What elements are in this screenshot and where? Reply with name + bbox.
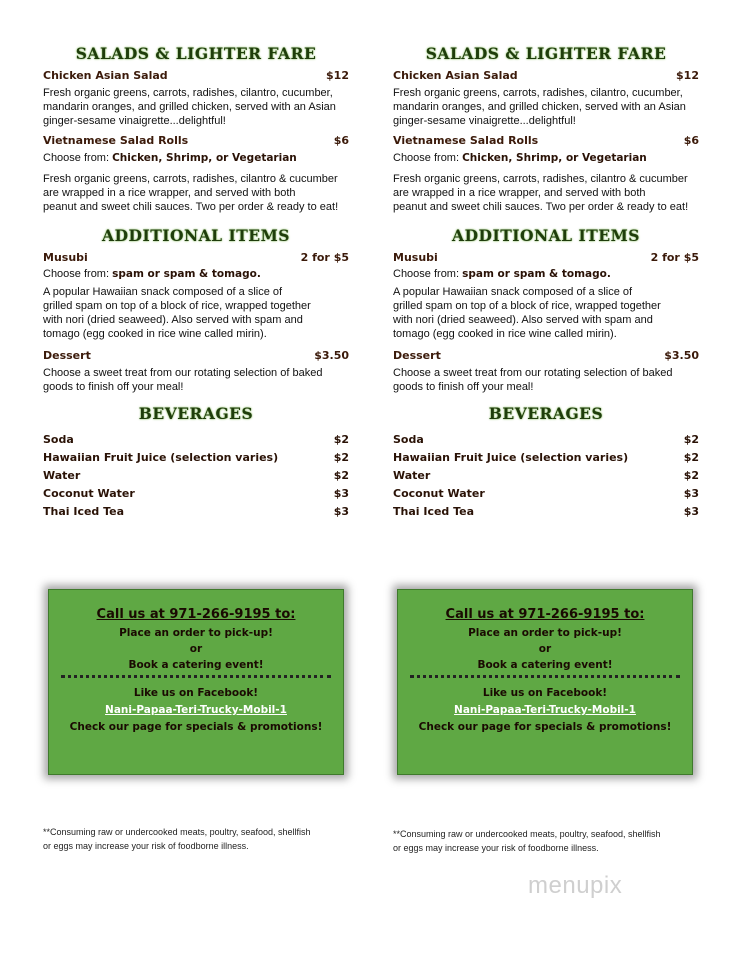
- item-name: Dessert: [393, 349, 441, 362]
- list-item: Soda $2: [393, 433, 699, 446]
- item-choices: Choose from: spam or spam & tomago.: [43, 268, 261, 280]
- item-name: Musubi: [393, 251, 438, 264]
- footnote-left: **Consuming raw or undercooked meats, poultry, seafood, shellfish or eggs may increase your risk of foodborne illness.: [43, 827, 311, 851]
- item-price: $3.50: [664, 349, 699, 362]
- item-description: Fresh organic greens, carrots, radishes, cilantro, cucumber, mandarin oranges, and grilled chicken, served with an Asian ginger-sesame vinaigrette...delightful!: [43, 87, 336, 127]
- dessert-row: [393, 349, 699, 362]
- item-name: Chicken Asian Salad: [393, 69, 518, 82]
- chicken-salad-row: [393, 69, 699, 82]
- item-price: $12: [326, 69, 349, 82]
- item-choices: Choose from: Chicken, Shrimp, or Vegetarian: [393, 152, 647, 164]
- pickup-text: Place an order to pick-up!: [119, 627, 273, 639]
- item-choices: Choose from: Chicken, Shrimp, or Vegetarian: [43, 152, 297, 164]
- facebook-link[interactable]: Nani-Papaa-Teri-Trucky-Mobil-1: [454, 704, 636, 716]
- specials-text: Check our page for specials & promotions!: [418, 721, 672, 733]
- watermark-logo: menupix: [528, 872, 623, 899]
- item-price: 2 for $5: [300, 251, 349, 264]
- pickup-text: Place an order to pick-up!: [468, 627, 622, 639]
- salad-rolls-row: [393, 134, 699, 147]
- beverage-list: [43, 431, 349, 521]
- item-price: $6: [683, 134, 699, 147]
- beverages-heading: BEVERAGES: [138, 404, 254, 423]
- list-item: Thai Iced Tea $3: [393, 505, 699, 518]
- facebook-prompt: Like us on Facebook!: [482, 687, 608, 699]
- item-price: 2 for $5: [650, 251, 699, 264]
- item-description: Fresh organic greens, carrots, radishes, cilantro, cucumber, mandarin oranges, and grilled chicken, served with an Asian ginger-sesame vinaigrette...delightful!: [393, 87, 686, 127]
- item-name: Dessert: [43, 349, 91, 362]
- menu-column-left: [43, 40, 349, 521]
- or-text: or: [538, 643, 552, 655]
- catering-text: Book a catering event!: [128, 659, 264, 671]
- musubi-row: [43, 251, 349, 264]
- list-item: Soda $2: [43, 433, 349, 446]
- list-item: Water $2: [43, 469, 349, 482]
- facebook-prompt: Like us on Facebook!: [133, 687, 259, 699]
- item-description: Choose a sweet treat from our rotating selection of baked goods to finish off your meal!: [393, 367, 673, 393]
- promo-box-right: [397, 589, 693, 775]
- or-text: or: [189, 643, 203, 655]
- specials-text: Check our page for specials & promotions!: [69, 721, 323, 733]
- beverages-heading: BEVERAGES: [488, 404, 604, 423]
- catering-text: Book a catering event!: [477, 659, 613, 671]
- call-heading: Call us at 971-266-9195 to:: [445, 607, 645, 622]
- call-heading: Call us at 971-266-9195 to:: [96, 607, 296, 622]
- list-item: Coconut Water $3: [43, 487, 349, 500]
- list-item: Coconut Water $3: [393, 487, 699, 500]
- chicken-salad-row: [43, 69, 349, 82]
- footnote-right: **Consuming raw or undercooked meats, poultry, seafood, shellfish or eggs may increase your risk of foodborne illness.: [393, 829, 661, 853]
- menu-column-right: [393, 40, 699, 521]
- item-price: $3.50: [314, 349, 349, 362]
- item-name: Vietnamese Salad Rolls: [393, 134, 539, 147]
- salads-heading: SALADS & LIGHTER FARE: [75, 44, 317, 63]
- list-item: Hawaiian Fruit Juice (selection varies) $2: [393, 451, 699, 464]
- additional-heading: ADDITIONAL ITEMS: [452, 226, 640, 245]
- dessert-row: [43, 349, 349, 362]
- item-description: Fresh organic greens, carrots, radishes, cilantro & cucumber are wrapped in a rice wrapper, and served with both peanut and sweet chili sauces. Two per order & ready to eat!: [393, 173, 689, 213]
- item-description: A popular Hawaiian snack composed of a slice of grilled spam on top of a block of rice, wrapped together with nori (dried seaweed). Also served with spam and tomago (egg cooked in rice wine called mirin).: [393, 286, 661, 340]
- dotted-divider: [61, 675, 331, 678]
- beverage-list: [393, 431, 699, 521]
- dotted-divider: [410, 675, 680, 678]
- item-choices: Choose from: spam or spam & tomago.: [393, 268, 611, 280]
- item-price: $12: [676, 69, 699, 82]
- item-name: Chicken Asian Salad: [43, 69, 168, 82]
- salad-rolls-row: [43, 134, 349, 147]
- facebook-link[interactable]: Nani-Papaa-Teri-Trucky-Mobil-1: [105, 704, 287, 716]
- additional-heading: ADDITIONAL ITEMS: [102, 226, 290, 245]
- item-description: Fresh organic greens, carrots, radishes, cilantro & cucumber are wrapped in a rice wrapper, and served with both peanut and sweet chili sauces. Two per order & ready to eat!: [43, 173, 339, 213]
- list-item: Water $2: [393, 469, 699, 482]
- promo-box-left: [48, 589, 344, 775]
- salads-heading: SALADS & LIGHTER FARE: [425, 44, 667, 63]
- item-description: Choose a sweet treat from our rotating selection of baked goods to finish off your meal!: [43, 367, 323, 393]
- item-price: $6: [333, 134, 349, 147]
- musubi-row: [393, 251, 699, 264]
- item-description: A popular Hawaiian snack composed of a slice of grilled spam on top of a block of rice, wrapped together with nori (dried seaweed). Also served with spam and tomago (egg cooked in rice wine called mirin).: [43, 286, 311, 340]
- item-name: Vietnamese Salad Rolls: [43, 134, 189, 147]
- list-item: Thai Iced Tea $3: [43, 505, 349, 518]
- item-name: Musubi: [43, 251, 88, 264]
- list-item: Hawaiian Fruit Juice (selection varies) $2: [43, 451, 349, 464]
